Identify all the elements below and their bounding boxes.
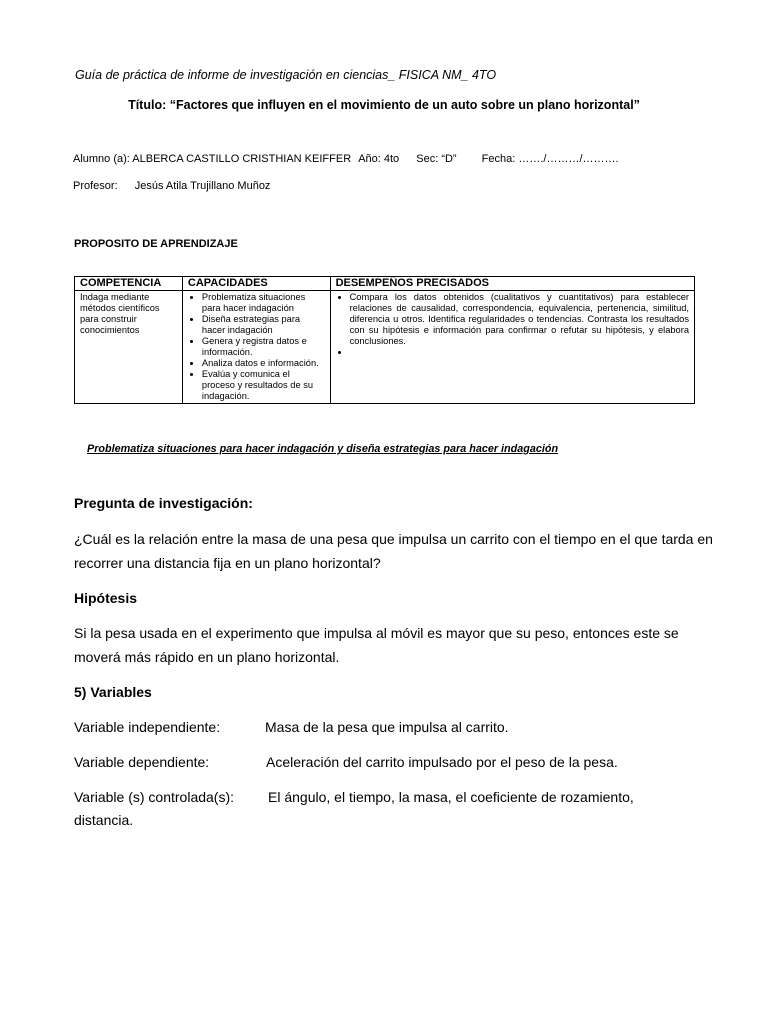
purpose-heading: PROPOSITO DE APRENDIZAJE xyxy=(74,238,238,250)
variable-independent xyxy=(74,719,509,735)
list-item: • Analiza datos e información. xyxy=(202,358,325,369)
student-section: Sec: “D” xyxy=(416,153,457,165)
teacher-line xyxy=(73,180,270,192)
document-title: Título: “Factores que influyen en el movimiento de un auto sobre un plano horizontal” xyxy=(128,98,640,112)
guide-heading: Guía de práctica de informe de investigación en ciencias_ FISICA NM_ 4TO xyxy=(75,68,497,82)
variable-controlled-continued: distancia. xyxy=(74,812,134,828)
section-subtitle: Problematiza situaciones para hacer indagación y diseña estrategias para hacer indagación xyxy=(87,443,559,455)
list-item: • Problematiza situaciones para hacer indagación xyxy=(202,292,325,314)
header-competencia: COMPETENCIA xyxy=(75,277,183,291)
list-item: • Genera y registra datos e información. xyxy=(202,336,325,358)
student-year: Año: 4to xyxy=(358,153,400,165)
question-text: ¿Cuál es la relación entre la masa de una pesa que impulsa un carrito con el tiempo en el que tarda en recorrer una distancia fija en un plano horizontal? xyxy=(74,531,713,571)
header-capacidades: CAPACIDADES xyxy=(182,277,330,291)
variable-dependent-value: Aceleración del carrito impulsado por el peso de la pesa. xyxy=(266,754,618,770)
variable-dependent-label: Variable dependiente: xyxy=(74,754,210,770)
list-item xyxy=(350,347,689,358)
student-date: Fecha: ……./………/………. xyxy=(481,153,619,165)
capacidades-list xyxy=(188,292,325,402)
hypothesis-heading: Hipótesis xyxy=(74,590,138,606)
question-heading: Pregunta de investigación: xyxy=(74,495,253,511)
variable-controlled-label: Variable (s) controlada(s): xyxy=(74,789,235,805)
desempenos-cell xyxy=(330,291,694,404)
list-item: • Diseña estrategias para hacer indagación xyxy=(202,314,325,336)
variable-independent-label: Variable independiente: xyxy=(74,719,221,735)
variable-controlled xyxy=(74,789,634,805)
capacidades-cell xyxy=(182,291,330,404)
variables-heading: 5) Variables xyxy=(74,684,152,700)
competency-table xyxy=(74,276,695,404)
list-item: • Compara los datos obtenidos (cualitativos y cuantitativos) para establecer relaciones de causalidad, correspondencia, equivalencia, pertenencia, similitud, diferencia u otros. Identifica regularidades o tendencias. Contrasta los resultados con su hipótesis e información para confirmar o refutar su hipótesis, y elabora conclusiones. xyxy=(350,292,689,347)
student-name: Alumno (a): ALBERCA CASTILLO CRISTHIAN KEIFFER xyxy=(73,153,352,165)
table-row xyxy=(75,291,695,404)
desempenos-list xyxy=(336,292,689,358)
teacher-name: Jesús Atila Trujillano Muñoz xyxy=(134,180,271,192)
teacher-label: Profesor: xyxy=(73,180,118,192)
variable-independent-value: Masa de la pesa que impulsa al carrito. xyxy=(265,719,509,735)
variable-controlled-value: El ángulo, el tiempo, la masa, el coeficiente de rozamiento, xyxy=(268,789,634,805)
hypothesis-text: Si la pesa usada en el experimento que impulsa al móvil es mayor que su peso, entonces este se moverá más rápido en un plano horizontal. xyxy=(74,625,679,665)
competencia-cell: Indaga mediante métodos científicos para construir conocimientos xyxy=(75,291,183,404)
variable-dependent xyxy=(74,754,618,770)
list-item: • Evalúa y comunica el proceso y resultados de su indagación. xyxy=(202,369,325,402)
header-desempenos: DESEMPEÑOS PRECISADOS xyxy=(330,277,694,291)
student-line xyxy=(73,153,619,165)
table-header-row xyxy=(75,277,695,291)
